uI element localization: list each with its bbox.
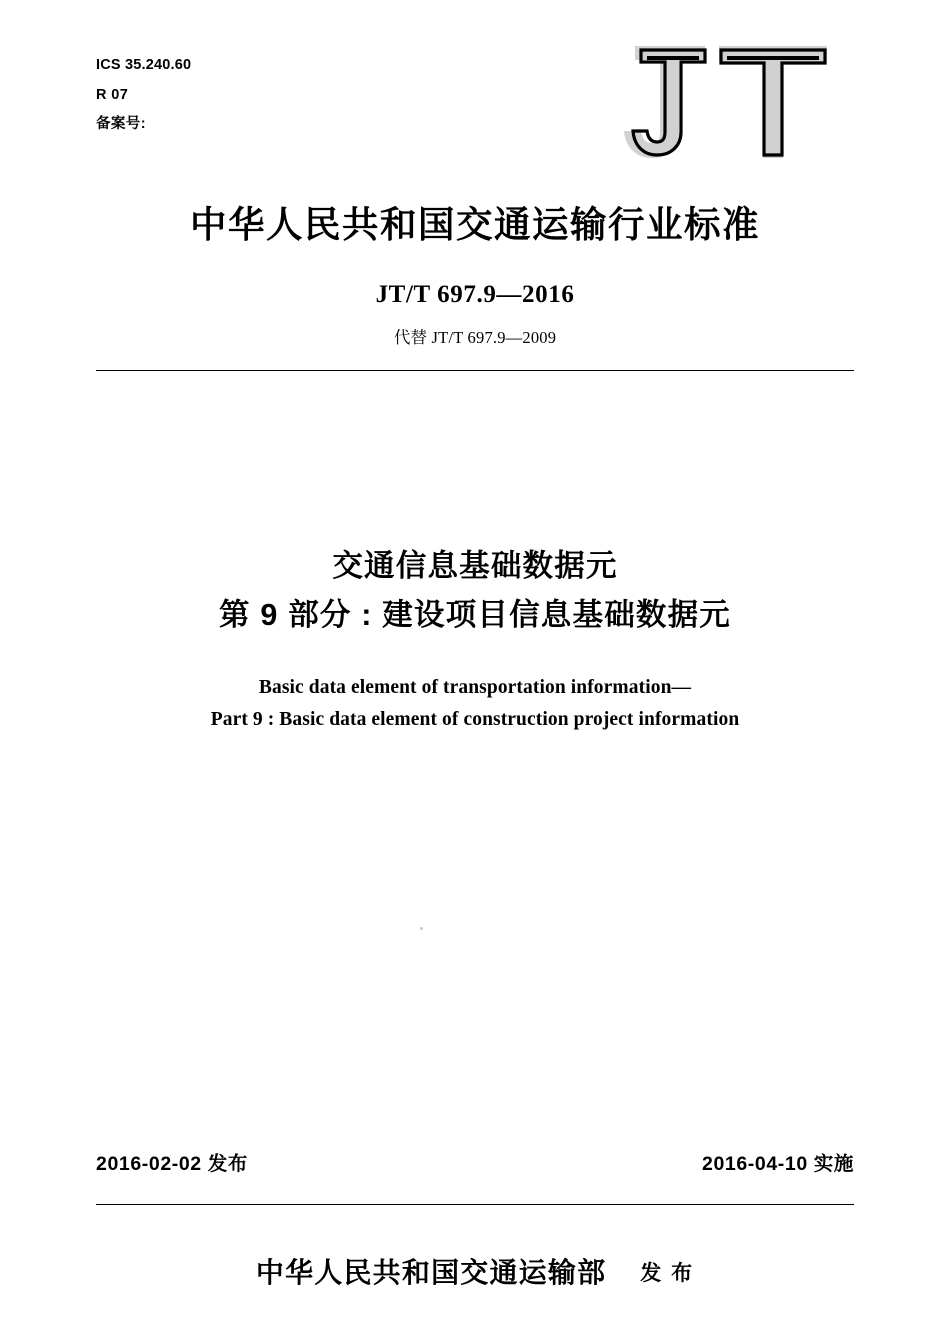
publisher-name: 中华人民共和国交通运输部 — [255, 1257, 607, 1288]
document-title-english — [0, 672, 950, 735]
divider-bottom — [96, 1204, 854, 1205]
document-title-en-line1: Basic data element of transportation information— — [258, 677, 692, 698]
standard-number: JT/T 697.9—2016 — [375, 281, 575, 308]
document-title-en-line2: Part 9 : Basic data element of construction project information — [210, 708, 740, 730]
publish-verb: 发 布 — [640, 1262, 695, 1285]
cover-metadata-block — [96, 58, 191, 147]
jt-emblem-icon — [623, 40, 838, 170]
scan-artifact — [420, 927, 423, 930]
implementation-date: 2016-04-10 实施 — [702, 1153, 854, 1175]
ics-code: ICS 35.240.60 — [96, 57, 192, 73]
publisher-line — [0, 1251, 950, 1291]
record-number-label: 备案号: — [96, 116, 146, 132]
date-row — [96, 1148, 854, 1176]
document-title-line2: 第 9 部分 : 建设项目信息基础数据元 — [218, 598, 731, 633]
divider-top — [96, 370, 854, 371]
document-title-line1: 交通信息基础数据元 — [332, 549, 618, 583]
classification-code: R 07 — [96, 86, 129, 103]
replaced-standard: 代替 JT/T 697.9—2009 — [393, 328, 557, 347]
page-title: 中华人民共和国交通运输行业标准 — [190, 204, 760, 245]
document-title — [0, 542, 950, 641]
issue-date: 2016-02-02 发布 — [96, 1153, 248, 1175]
